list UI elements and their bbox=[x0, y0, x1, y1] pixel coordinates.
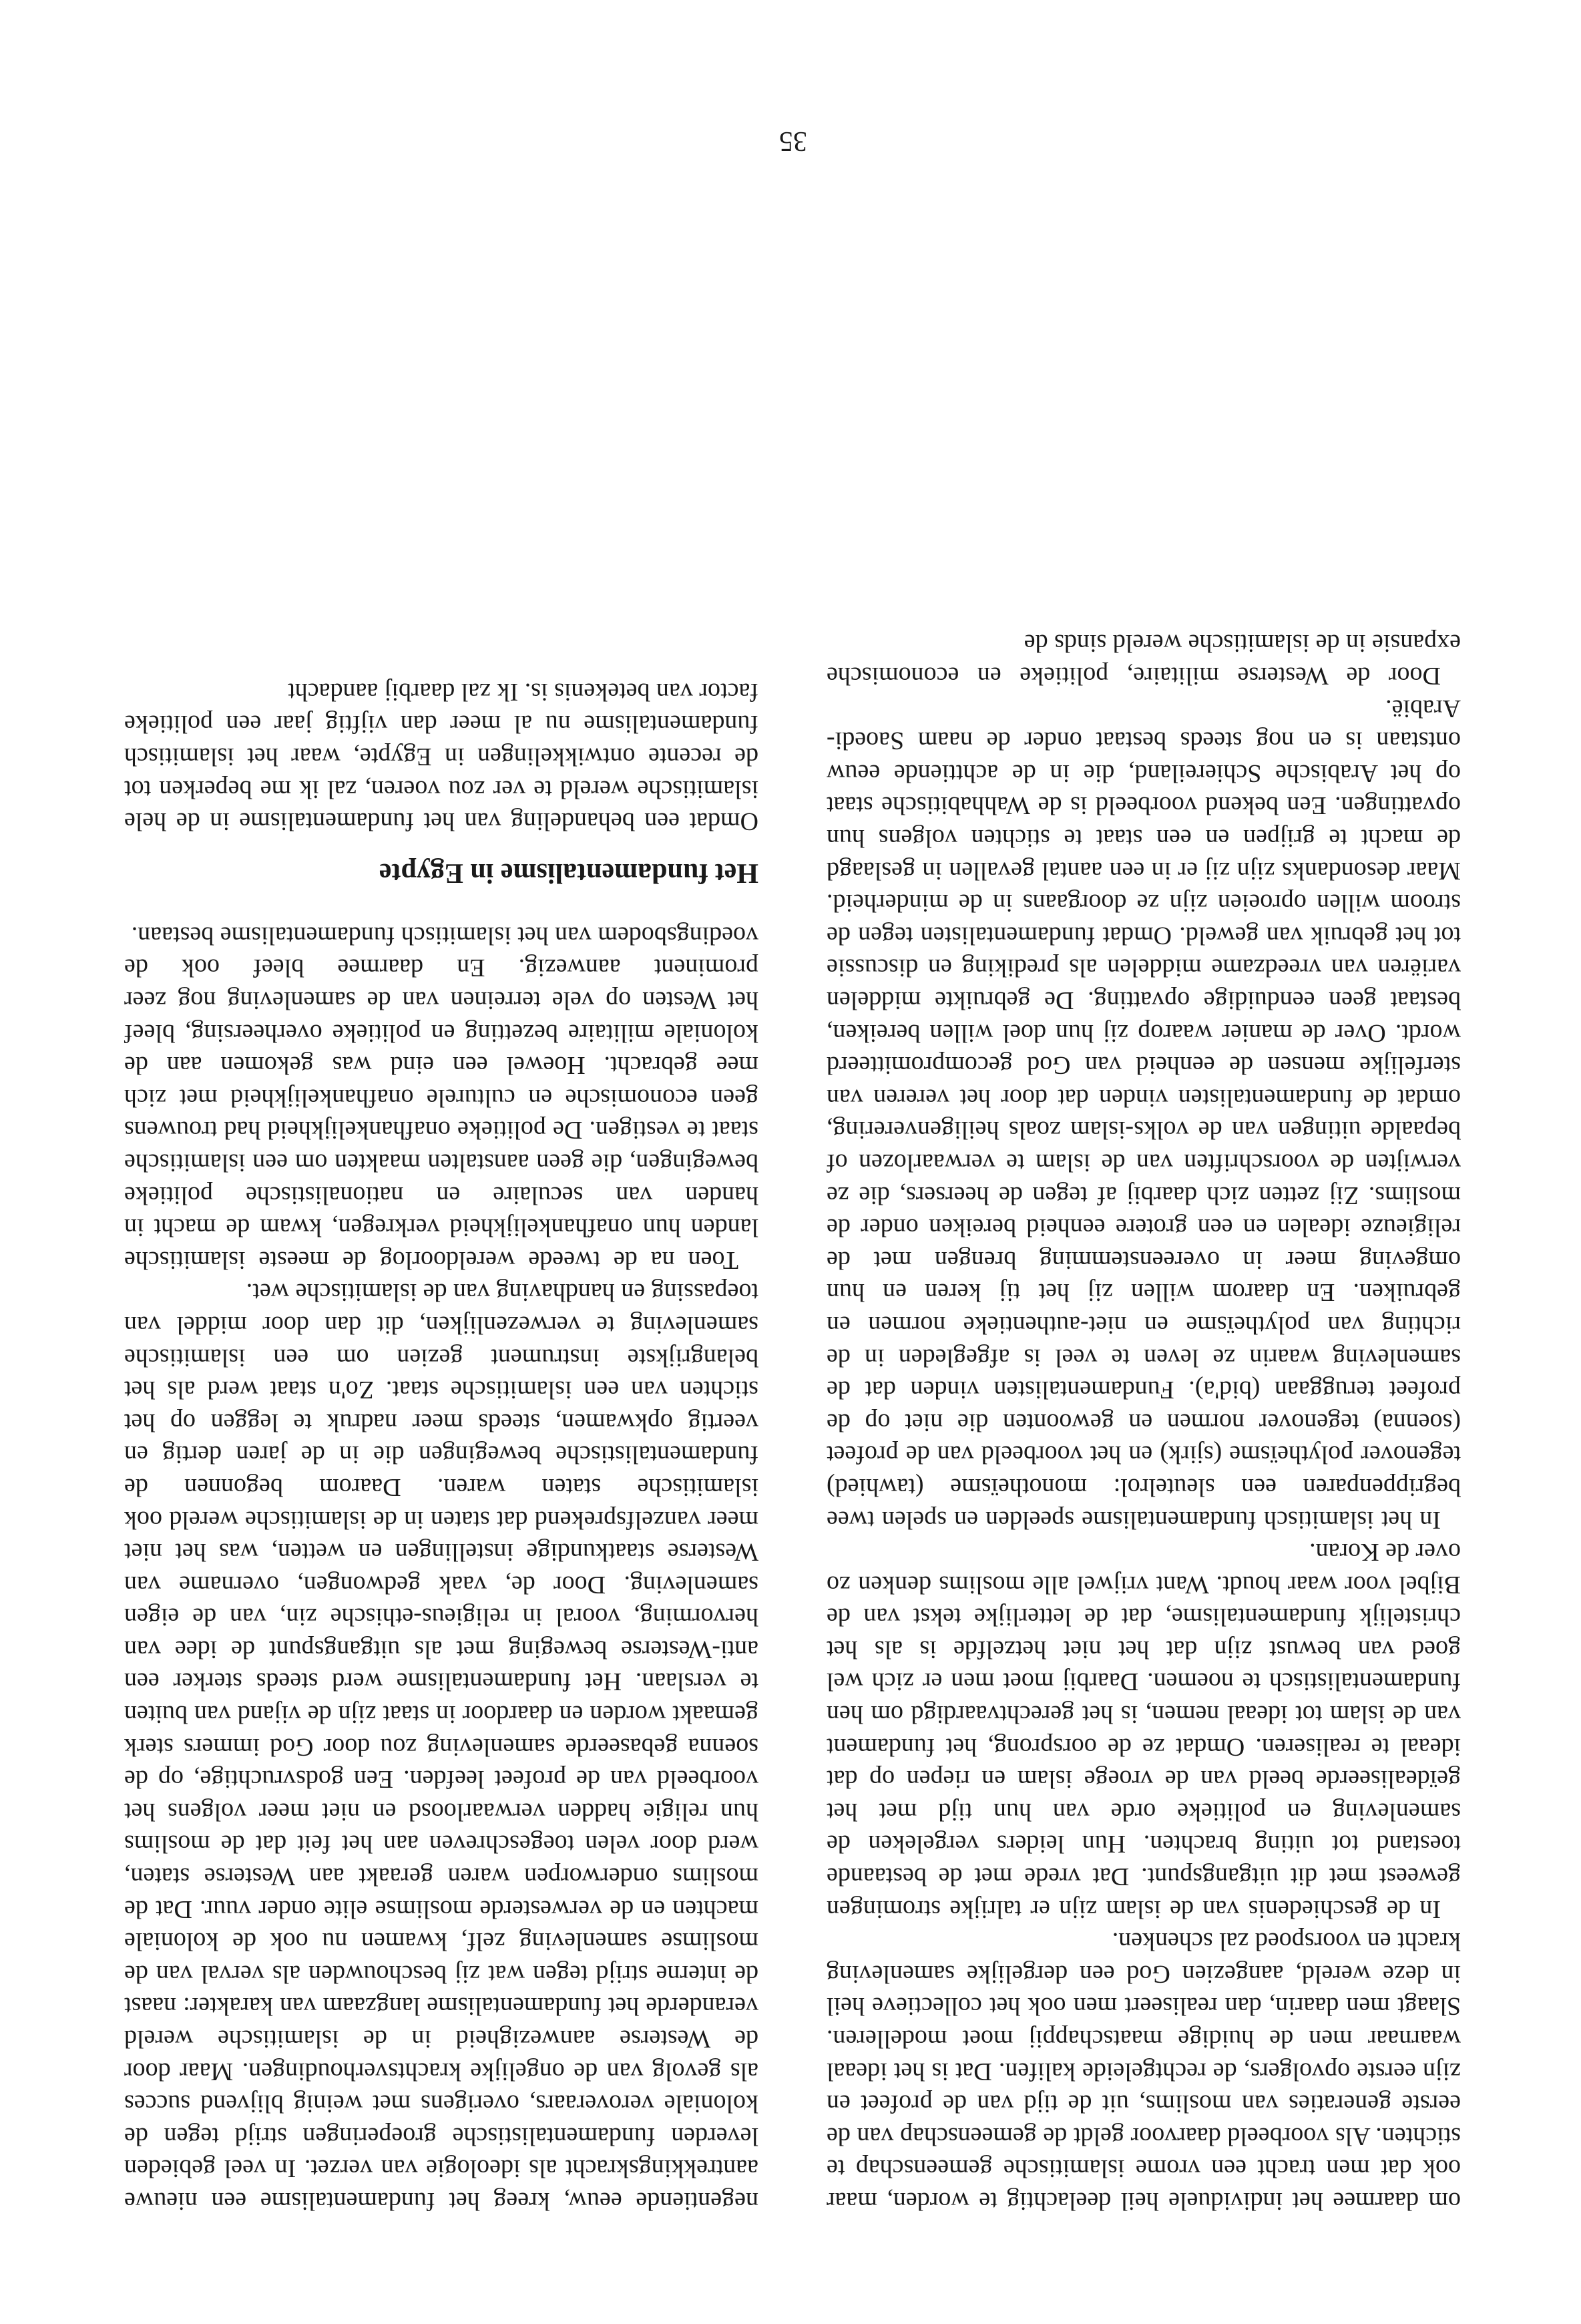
right-paragraph-2: Toen na de tweede wereldoorlog de meeste islamitische landen hun onafhankelijkheid verkregen, kwam de macht in handen van seculaire en nationalistische politieke bewegingen, die geen aanstalten maakten om een islamitische staat te vestigen. De politieke onafhankelijkheid had trouwens geen economische en culturele onafhankelijkheid met zich mee gebracht. Hoewel een eind was gekomen aan de koloniale militaire bezetting en politieke overheersing, bleef het Westen op vele terreinen van de samenleving nog zeer prominent aanwezig. En daarmee bleef ook de voedingsbodem van het islamitisch fundamentalisme bestaan. bbox=[124, 921, 758, 1274]
left-paragraph-1: om daarmee het individuele heil deelachtig te worden, maar ook dat men tracht een vrome islamitische gemeenschap te stichten. Als voorbeeld daarvoor geldt de gemeenschap van de eerste generaties van moslims, uit de tijd van de profeet en zijn eerste opvolgers, de rechtgeleide kalifen. Dat is het ideaal waarnaar men de huidige maatschappij moet modelleren. Slaagt men daarin, dan realiseert men ook het collectieve heil in deze wereld, aangezien God een dergelijke samenleving kracht en voorspoed zal schenken. bbox=[827, 1927, 1461, 2215]
left-paragraph-2: In de geschiedenis van de islam zijn er talrijke stromingen geweest met dit uitgangspunt. Dat vrede met de bestaande toestand tot uiting brachten. Hun leiders vergeleken de samenleving en politieke orde van hun tijd met het geïdealiseerde beeld van de vroege islam en riepen op dat ideaal te realiseren. Omdat ze de oorsprong, het fundament van de islam tot ideaal nemen, is het gerechtvaardigd om hen fundamentalistisch te noemen. Daarbij moet men er zich wel goed van bewust zijn dat het niet hetzelfde is als het christelijk fundamentalisme, dat de letterlijke tekst van de Bijbel voor waar houdt. Want vrijwel alle moslims denken zo over de Koran. bbox=[827, 1538, 1461, 1923]
section-heading: Het fundamentalisme in Egypte bbox=[379, 857, 758, 889]
left-paragraph-3: In het islamitisch fundamentalisme speelden en spelen twee begrippenparen een sleutelrol: monotheïsme (tawhied) tegenover polytheïsme (sjirk) en het voorbeeld van de profeet (soenna) tegenover normen en gewoonten die niet op de profeet teruggaan (bid'a). Fundamentalisten vinden dat de samenleving waarin ze leven te veel is afgegleden in de richting van polytheïsme en niet-authentieke normen en gebruiken. En daarom willen zij het tij keren en hun omgeving meer in overeenstemming brengen met de religieuze idealen en een grotere eenheid bereiken onder de moslims. Zij zetten zich daarbij af tegen de heersers, die ze verwijten de voorschriften van de islam te verwaarlozen of bepaalde uitingen van de volks-islam zoals heiligenverering, omdat de fundamentalisten vinden dat door het vereren van sterfelijke mensen de eenheid van God gecompromitteerd wordt. Over de manier waarop zij hun doel willen bereiken, bestaat geen eenduidige opvatting. De gebruikte middelen variëren van vreedzame middelen als prediking en discussie tot het gebruik van geweld. Omdat fundamentalisten tegen de stroom willen oproeien zijn ze doorgaans in de minderheid. Maar desondanks zijn zij er in een aantal gevallen in geslaagd de macht te grijpen en een staat te stichten volgens hun opvattingen. Een bekend voorbeeld is de Wahhabitische staat op het Arabische Schiereiland, die in de achttiende eeuw ontstaan is en nog steeds bestaat onder de naam Saoedi-Arabië. bbox=[827, 694, 1461, 1534]
left-column bbox=[827, 627, 1461, 2217]
right-column bbox=[124, 675, 758, 2217]
left-paragraph-4: Door de Westerse militaire, politieke en economische expansie in de islamitische wereld sinds de bbox=[827, 629, 1461, 691]
right-paragraph-1: negentiende eeuw, kreeg het fundamentalisme een nieuwe aantrekkingskracht als ideologie van verzet. In veel gebieden leverden fundamentalistische groeperingen strijd tegen de koloniale veroveraars, overigens met weinig blijvend succes als gevolg van de ongelijke krachtsverhoudingen. Maar door de Westerse aanwezigheid in de islamitische wereld veranderde het fundamentalisme langzaam van karakter: naast de interne strijd tegen wat zij beschouwden als verval van de moslimse samenleving zelf, kwamen nu ook de koloniale machten en de verwesterde moslimse elite onder vuur. Dat de moslims onderworpen waren geraakt aan Westerse staten, werd door velen toegeschreven aan het feit dat de moslims hun religie hadden verwaarloosd en niet meer volgens het voorbeeld van de profeet leefden. Een godsvruchtige, op de soenna gebaseerde samenleving zou door God immers sterk gemaakt worden en daardoor in staat zijn de vijand van buiten te verslaan. Het fundamentalisme werd steeds sterker een anti-Westerse beweging met als uitgangspunt de idee van hervorming, vooral in religieus-ethische zin, van de eigen samenleving. Door de, vaak gedwongen, overname van Westerse staatkundige instellingen en wetten, was het niet meer vanzelfsprekend dat staten in de islamitische wereld ook islamitische staten waren. Daarom begonnen de fundamentalistische bewegingen die in de jaren dertig en veertig opkwamen, steeds meer nadruk te leggen op het stichten van een islamitische staat. Zo'n staat werd als het belangrijkste instrument gezien om een islamitische samenleving te verwezenlijken, dit dan door middel van toepassing en handhaving van de islamitische wet. bbox=[124, 1278, 758, 2215]
page-number: 35 bbox=[779, 126, 807, 156]
right-paragraph-3: Omdat een behandeling van het fundamentalisme in de hele islamitische wereld te ver zou voeren, zal ik me beperken tot de recente ontwikkelingen in Egypte, waar het islamitisch fundamentalisme nu al meer dan vijftig jaar een politieke factor van betekenis is. Ik zal daarbij aandacht bbox=[124, 677, 758, 836]
